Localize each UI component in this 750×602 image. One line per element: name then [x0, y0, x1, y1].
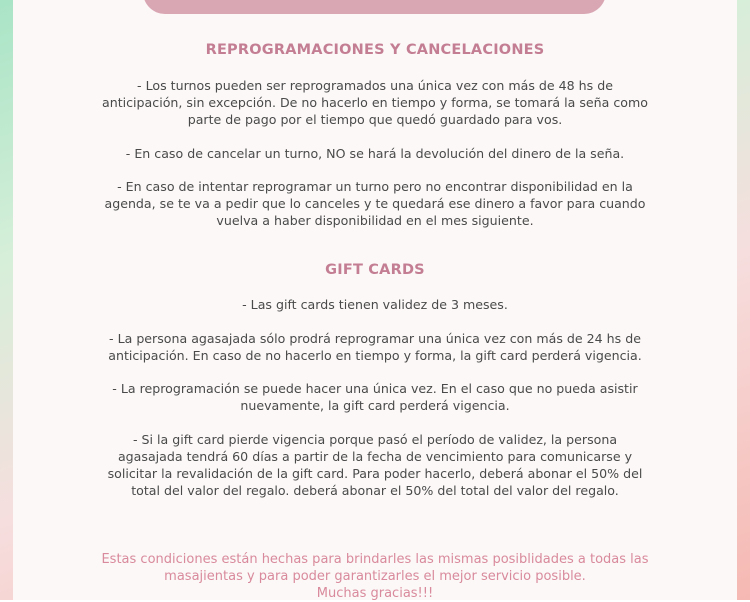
header-pill [143, 0, 606, 14]
footer-message [100, 551, 650, 602]
section-title-reprogramaciones: REPROGRAMACIONES Y CANCELACIONES [205, 42, 545, 58]
section-title-gift-cards: GIFT CARDS [325, 262, 425, 278]
gift-cards-item-4: - Si la gift card pierde vigencia porque pasó el período de validez, la persona agasajada tendrá 60 días a partir de la fecha de vencimiento para comunicarse y solicitar la revalidación de la gift card. Para poder hacerlo, deberá abonar el 50% del total del valor del regalo. deberá abonar el 50% del total del valor del regalo. [107, 432, 643, 498]
reprogramaciones-item-3: - En caso de intentar reprogramar un turno pero no encontrar disponibilidad en la agenda, se te va a pedir que lo canceles y te quedará ese dinero a favor para cuando vuelva a haber disponibilidad en el mes siguiente. [104, 179, 646, 228]
footer-line-2: Muchas gracias!!! [316, 586, 434, 601]
footer-line-1: Estas condiciones están hechas para brindarles las mismas posiblidades a todas las masajientas y para poder garantizarles el mejor servicio posible. [101, 552, 649, 584]
gift-cards-item-2: - La persona agasajada sólo prodrá reprogramar una única vez con más de 24 hs de anticipación. En caso de no hacerlo en tiempo y forma, la gift card perderá vigencia. [108, 331, 642, 363]
gift-cards-item-1: - Las gift cards tienen validez de 3 meses. [242, 297, 508, 312]
reprogramaciones-item-2: - En caso de cancelar un turno, NO se hará la devolución del dinero de la seña. [125, 146, 625, 161]
gift-cards-item-3: - La reprogramación se puede hacer una única vez. En el caso que no pueda asistir nuevamente, la gift card perderá vigencia. [112, 381, 638, 413]
reprogramaciones-item-1: - Los turnos pueden ser reprogramados una única vez con más de 48 hs de anticipación, sin excepción. De no hacerlo en tiempo y forma, se tomará la seña como parte de pago por el tiempo que quedó guardado para vos. [102, 78, 648, 127]
